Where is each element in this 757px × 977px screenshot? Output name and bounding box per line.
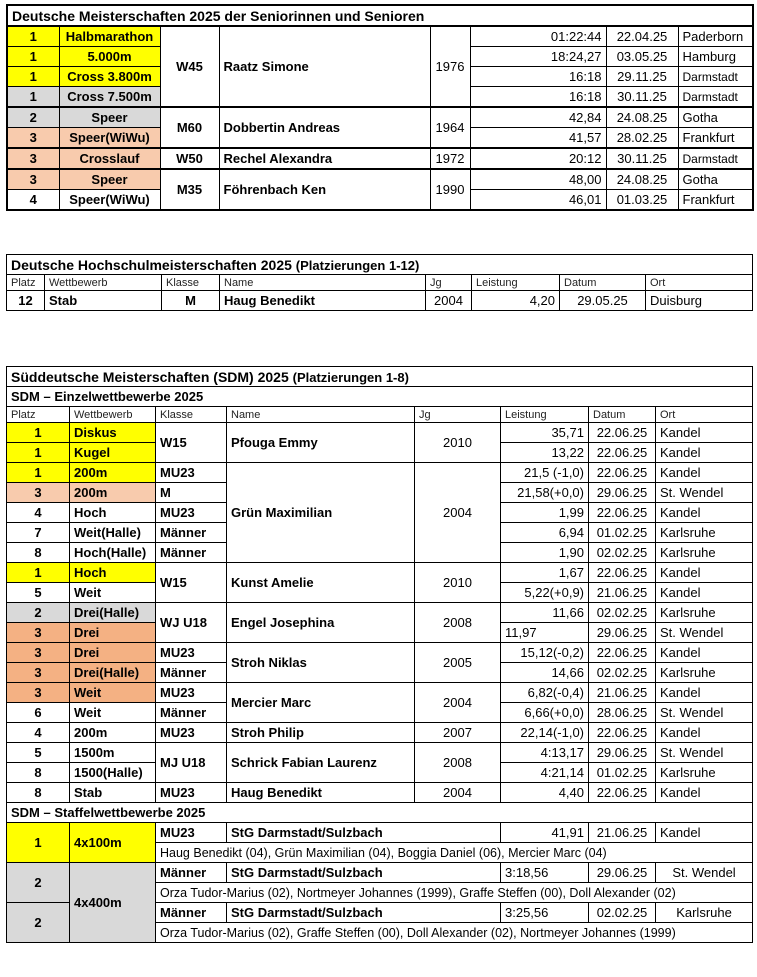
wettbewerb-cell: Weit: [70, 583, 156, 603]
leistung-cell: 5,22(+0,9): [501, 583, 589, 603]
leistung-cell: 1,90: [501, 543, 589, 563]
leistung-cell: 6,66(+0,0): [501, 703, 589, 723]
klasse-cell: M35: [160, 169, 219, 210]
datum-cell: 22.06.25: [589, 723, 656, 743]
klasse-cell: MJ U18: [156, 743, 227, 783]
platz-cell: 5: [7, 743, 70, 763]
jg-cell: 1990: [430, 169, 470, 210]
wettbewerb-cell: Hoch(Halle): [70, 543, 156, 563]
platz-cell: 7: [7, 523, 70, 543]
datum-cell: 24.08.25: [606, 107, 678, 128]
jg-cell: 2004: [415, 463, 501, 563]
jg-cell: 1976: [430, 26, 470, 107]
leistung-cell: 11,97: [501, 623, 589, 643]
platz-cell: 6: [7, 703, 70, 723]
wettbewerb-cell: Speer: [59, 107, 160, 128]
dhm-title: Deutsche Hochschulmeisterschaften 2025: [11, 256, 292, 273]
dm-table: [6, 4, 754, 211]
ort-cell: St. Wendel: [656, 623, 753, 643]
leistung-cell: 4,40: [501, 783, 589, 803]
name-cell: Grün Maximilian: [227, 463, 415, 563]
leistung-cell: 15,12(-0,2): [501, 643, 589, 663]
datum-cell: 02.02.25: [589, 903, 656, 923]
sdm-title-cell: [7, 367, 753, 387]
col-header-jg: Jg: [415, 407, 501, 423]
jg-cell: 2004: [426, 291, 472, 311]
platz-cell: 4: [7, 503, 70, 523]
leistung-cell: 1,67: [501, 563, 589, 583]
ort-cell: Frankfurt: [678, 190, 753, 211]
ort-cell: Paderborn: [678, 26, 753, 47]
ort-cell: Duisburg: [646, 291, 753, 311]
wettbewerb-cell: Drei(Halle): [70, 663, 156, 683]
klasse-cell: Männer: [156, 543, 227, 563]
table-row: [7, 863, 753, 883]
ort-cell: Frankfurt: [678, 128, 753, 149]
col-header-klasse: Klasse: [162, 275, 220, 291]
col-header-datum: Datum: [589, 407, 656, 423]
datum-cell: 29.11.25: [606, 67, 678, 87]
leistung-cell: 18:24,27: [470, 47, 606, 67]
leistung-cell: 46,01: [470, 190, 606, 211]
name-cell: Pfouga Emmy: [227, 423, 415, 463]
wettbewerb-cell: 1500m: [70, 743, 156, 763]
klasse-cell: Männer: [156, 863, 227, 883]
datum-cell: 22.06.25: [589, 643, 656, 663]
table-row: [7, 463, 753, 483]
wettbewerb-cell: Hoch: [70, 563, 156, 583]
name-cell: Rechel Alexandra: [219, 148, 430, 169]
ort-cell: Kandel: [656, 643, 753, 663]
datum-cell: 29.06.25: [589, 483, 656, 503]
ort-cell: Kandel: [656, 443, 753, 463]
klasse-cell: M60: [160, 107, 219, 148]
platz-cell: 3: [7, 483, 70, 503]
col-header-platz: Platz: [7, 275, 45, 291]
leistung-cell: 20:12: [470, 148, 606, 169]
wettbewerb-cell: Stab: [70, 783, 156, 803]
klasse-cell: WJ U18: [156, 603, 227, 643]
table-row: [7, 26, 753, 47]
col-header-name: Name: [220, 275, 426, 291]
leistung-cell: 1,99: [501, 503, 589, 523]
leistung-cell: 48,00: [470, 169, 606, 190]
sdm-table: [6, 366, 753, 943]
team-members-cell: Orza Tudor-Marius (02), Graffe Steffen (00), Doll Alexander (02), Nortmeyer Johannes (1999): [156, 923, 753, 943]
dhm-title-cell: [7, 255, 753, 275]
klasse-cell: W15: [156, 423, 227, 463]
wettbewerb-cell: Speer(WiWu): [59, 190, 160, 211]
name-cell: Stroh Philip: [227, 723, 415, 743]
datum-cell: 02.02.25: [589, 663, 656, 683]
platz-cell: 2: [7, 863, 70, 903]
datum-cell: 29.06.25: [589, 863, 656, 883]
ort-cell: Kandel: [656, 583, 753, 603]
datum-cell: 22.06.25: [589, 503, 656, 523]
ort-cell: St. Wendel: [656, 743, 753, 763]
datum-cell: 22.06.25: [589, 423, 656, 443]
name-cell: Haug Benedikt: [227, 783, 415, 803]
klasse-cell: MU23: [156, 823, 227, 843]
jg-cell: 2007: [415, 723, 501, 743]
datum-cell: 22.06.25: [589, 443, 656, 463]
platz-cell: 3: [7, 128, 59, 149]
klasse-cell: W15: [156, 563, 227, 603]
datum-cell: 24.08.25: [606, 169, 678, 190]
klasse-cell: MU23: [156, 723, 227, 743]
wettbewerb-cell: 200m: [70, 463, 156, 483]
jg-cell: 2010: [415, 563, 501, 603]
ort-cell: Kandel: [656, 463, 753, 483]
leistung-cell: 21,5 (-1,0): [501, 463, 589, 483]
table-row: [7, 783, 753, 803]
name-cell: Haug Benedikt: [220, 291, 426, 311]
jg-cell: 1972: [430, 148, 470, 169]
platz-cell: 3: [7, 148, 59, 169]
platz-cell: 1: [7, 823, 70, 863]
datum-cell: 28.02.25: [606, 128, 678, 149]
jg-cell: 2005: [415, 643, 501, 683]
leistung-cell: 35,71: [501, 423, 589, 443]
ort-cell: Karlsruhe: [656, 903, 753, 923]
wettbewerb-cell: 4x100m: [70, 823, 156, 863]
platz-cell: 12: [7, 291, 45, 311]
wettbewerb-cell: Drei: [70, 623, 156, 643]
klasse-cell: M: [156, 483, 227, 503]
datum-cell: 29.06.25: [589, 623, 656, 643]
col-header-klasse: Klasse: [156, 407, 227, 423]
col-header-leistung: Leistung: [472, 275, 560, 291]
wettbewerb-cell: Cross 7.500m: [59, 87, 160, 108]
ort-cell: Kandel: [656, 823, 753, 843]
team-cell: StG Darmstadt/Sulzbach: [227, 823, 501, 843]
wettbewerb-cell: 4x400m: [70, 863, 156, 943]
table-row: [7, 723, 753, 743]
wettbewerb-cell: Cross 3.800m: [59, 67, 160, 87]
ort-cell: Karlsruhe: [656, 663, 753, 683]
wettbewerb-cell: 5.000m: [59, 47, 160, 67]
platz-cell: 4: [7, 190, 59, 211]
sdm-title: Süddeutsche Meisterschaften (SDM) 2025: [11, 368, 289, 385]
leistung-cell: 6,82(-0,4): [501, 683, 589, 703]
col-header-leistung: Leistung: [501, 407, 589, 423]
platz-cell: 1: [7, 87, 59, 108]
jg-cell: 2008: [415, 743, 501, 783]
ort-cell: Kandel: [656, 723, 753, 743]
leistung-cell: 42,84: [470, 107, 606, 128]
table-row: [7, 423, 753, 443]
dhm-subtitle: (Platzierungen 1-12): [295, 257, 420, 273]
table-row: [7, 563, 753, 583]
jg-cell: 1964: [430, 107, 470, 148]
datum-cell: 22.06.25: [589, 783, 656, 803]
team-cell: StG Darmstadt/Sulzbach: [227, 863, 501, 883]
table-row: [7, 683, 753, 703]
wettbewerb-cell: Speer(WiWu): [59, 128, 160, 149]
table-row: [7, 823, 753, 843]
datum-cell: 01.02.25: [589, 523, 656, 543]
datum-cell: 21.06.25: [589, 583, 656, 603]
dm-title: Deutsche Meisterschaften 2025 der Seniorinnen und Senioren: [7, 5, 753, 26]
col-header-datum: Datum: [560, 275, 646, 291]
col-header-wettbewerb: Wettbewerb: [45, 275, 162, 291]
wettbewerb-cell: Hoch: [70, 503, 156, 523]
ort-cell: Kandel: [656, 683, 753, 703]
klasse-cell: W45: [160, 26, 219, 107]
wettbewerb-cell: 200m: [70, 483, 156, 503]
platz-cell: 3: [7, 663, 70, 683]
klasse-cell: Männer: [156, 703, 227, 723]
sdm-subtitle: (Platzierungen 1-8): [292, 369, 409, 385]
leistung-cell: 16:18: [470, 67, 606, 87]
ort-cell: Darmstadt: [678, 87, 753, 108]
name-cell: Föhrenbach Ken: [219, 169, 430, 210]
col-header-wettbewerb: Wettbewerb: [70, 407, 156, 423]
datum-cell: 29.05.25: [560, 291, 646, 311]
col-header-name: Name: [227, 407, 415, 423]
platz-cell: 5: [7, 583, 70, 603]
jg-cell: 2010: [415, 423, 501, 463]
datum-cell: 03.05.25: [606, 47, 678, 67]
col-header-ort: Ort: [656, 407, 753, 423]
wettbewerb-cell: Kugel: [70, 443, 156, 463]
leistung-cell: 3:18,56: [501, 863, 589, 883]
team-cell: StG Darmstadt/Sulzbach: [227, 903, 501, 923]
ort-cell: Kandel: [656, 783, 753, 803]
dhm-table: [6, 254, 753, 311]
sdm-staffel-title: SDM – Staffelwettbewerbe 2025: [7, 803, 753, 823]
leistung-cell: 21,58(+0,0): [501, 483, 589, 503]
leistung-cell: 41,57: [470, 128, 606, 149]
table-row: [7, 643, 753, 663]
ort-cell: Hamburg: [678, 47, 753, 67]
klasse-cell: MU23: [156, 783, 227, 803]
datum-cell: 29.06.25: [589, 743, 656, 763]
team-members-cell: Haug Benedikt (04), Grün Maximilian (04), Boggia Daniel (06), Mercier Marc (04): [156, 843, 753, 863]
leistung-cell: 14,66: [501, 663, 589, 683]
leistung-cell: 4,20: [472, 291, 560, 311]
wettbewerb-cell: Stab: [45, 291, 162, 311]
datum-cell: 30.11.25: [606, 87, 678, 108]
platz-cell: 1: [7, 563, 70, 583]
wettbewerb-cell: Weit(Halle): [70, 523, 156, 543]
datum-cell: 01.03.25: [606, 190, 678, 211]
platz-cell: 4: [7, 723, 70, 743]
name-cell: Engel Josephina: [227, 603, 415, 643]
ort-cell: Darmstadt: [678, 148, 753, 169]
leistung-cell: 3:25,56: [501, 903, 589, 923]
table-row: [7, 107, 753, 128]
jg-cell: 2008: [415, 603, 501, 643]
leistung-cell: 4:21,14: [501, 763, 589, 783]
ort-cell: Kandel: [656, 423, 753, 443]
table-row: [7, 291, 753, 311]
table-row: [7, 603, 753, 623]
ort-cell: Darmstadt: [678, 67, 753, 87]
ort-cell: Gotha: [678, 107, 753, 128]
klasse-cell: Männer: [156, 903, 227, 923]
platz-cell: 2: [7, 603, 70, 623]
platz-cell: 1: [7, 423, 70, 443]
platz-cell: 3: [7, 169, 59, 190]
datum-cell: 01.02.25: [589, 763, 656, 783]
platz-cell: 1: [7, 463, 70, 483]
klasse-cell: MU23: [156, 463, 227, 483]
platz-cell: 1: [7, 26, 59, 47]
datum-cell: 22.06.25: [589, 563, 656, 583]
wettbewerb-cell: Speer: [59, 169, 160, 190]
ort-cell: Karlsruhe: [656, 763, 753, 783]
ort-cell: Karlsruhe: [656, 523, 753, 543]
team-members-cell: Orza Tudor-Marius (02), Nortmeyer Johannes (1999), Graffe Steffen (00), Doll Alexander (02): [156, 883, 753, 903]
col-header-platz: Platz: [7, 407, 70, 423]
leistung-cell: 16:18: [470, 87, 606, 108]
leistung-cell: 22,14(-1,0): [501, 723, 589, 743]
ort-cell: St. Wendel: [656, 483, 753, 503]
sdm-einzel-title: SDM – Einzelwettbewerbe 2025: [7, 387, 753, 407]
jg-cell: 2004: [415, 683, 501, 723]
platz-cell: 3: [7, 683, 70, 703]
ort-cell: St. Wendel: [656, 703, 753, 723]
name-cell: Mercier Marc: [227, 683, 415, 723]
klasse-cell: MU23: [156, 683, 227, 703]
wettbewerb-cell: Crosslauf: [59, 148, 160, 169]
wettbewerb-cell: Halbmarathon: [59, 26, 160, 47]
platz-cell: 3: [7, 623, 70, 643]
leistung-cell: 41,91: [501, 823, 589, 843]
platz-cell: 8: [7, 783, 70, 803]
ort-cell: Kandel: [656, 503, 753, 523]
name-cell: Dobbertin Andreas: [219, 107, 430, 148]
wettbewerb-cell: 1500(Halle): [70, 763, 156, 783]
jg-cell: 2004: [415, 783, 501, 803]
header-row: [7, 407, 753, 423]
wettbewerb-cell: 200m: [70, 723, 156, 743]
platz-cell: 2: [7, 107, 59, 128]
platz-cell: 1: [7, 67, 59, 87]
table-row: [7, 148, 753, 169]
klasse-cell: W50: [160, 148, 219, 169]
ort-cell: Kandel: [656, 563, 753, 583]
ort-cell: St. Wendel: [656, 863, 753, 883]
ort-cell: Karlsruhe: [656, 603, 753, 623]
col-header-jg: Jg: [426, 275, 472, 291]
leistung-cell: 01:22:44: [470, 26, 606, 47]
klasse-cell: Männer: [156, 663, 227, 683]
table-row: [7, 743, 753, 763]
name-cell: Raatz Simone: [219, 26, 430, 107]
platz-cell: 1: [7, 47, 59, 67]
platz-cell: 2: [7, 903, 70, 943]
name-cell: Kunst Amelie: [227, 563, 415, 603]
klasse-cell: Männer: [156, 523, 227, 543]
header-row: [7, 275, 753, 291]
wettbewerb-cell: Diskus: [70, 423, 156, 443]
datum-cell: 02.02.25: [589, 543, 656, 563]
klasse-cell: M: [162, 291, 220, 311]
leistung-cell: 6,94: [501, 523, 589, 543]
platz-cell: 1: [7, 443, 70, 463]
wettbewerb-cell: Weit: [70, 703, 156, 723]
col-header-ort: Ort: [646, 275, 753, 291]
leistung-cell: 4:13,17: [501, 743, 589, 763]
datum-cell: 30.11.25: [606, 148, 678, 169]
leistung-cell: 11,66: [501, 603, 589, 623]
wettbewerb-cell: Weit: [70, 683, 156, 703]
datum-cell: 02.02.25: [589, 603, 656, 623]
platz-cell: 8: [7, 763, 70, 783]
wettbewerb-cell: Drei: [70, 643, 156, 663]
wettbewerb-cell: Drei(Halle): [70, 603, 156, 623]
ort-cell: Gotha: [678, 169, 753, 190]
platz-cell: 8: [7, 543, 70, 563]
klasse-cell: MU23: [156, 643, 227, 663]
leistung-cell: 13,22: [501, 443, 589, 463]
table-row: [7, 169, 753, 190]
datum-cell: 22.06.25: [589, 463, 656, 483]
name-cell: Schrick Fabian Laurenz: [227, 743, 415, 783]
ort-cell: Karlsruhe: [656, 543, 753, 563]
datum-cell: 22.04.25: [606, 26, 678, 47]
datum-cell: 21.06.25: [589, 823, 656, 843]
klasse-cell: MU23: [156, 503, 227, 523]
datum-cell: 28.06.25: [589, 703, 656, 723]
platz-cell: 3: [7, 643, 70, 663]
datum-cell: 21.06.25: [589, 683, 656, 703]
name-cell: Stroh Niklas: [227, 643, 415, 683]
